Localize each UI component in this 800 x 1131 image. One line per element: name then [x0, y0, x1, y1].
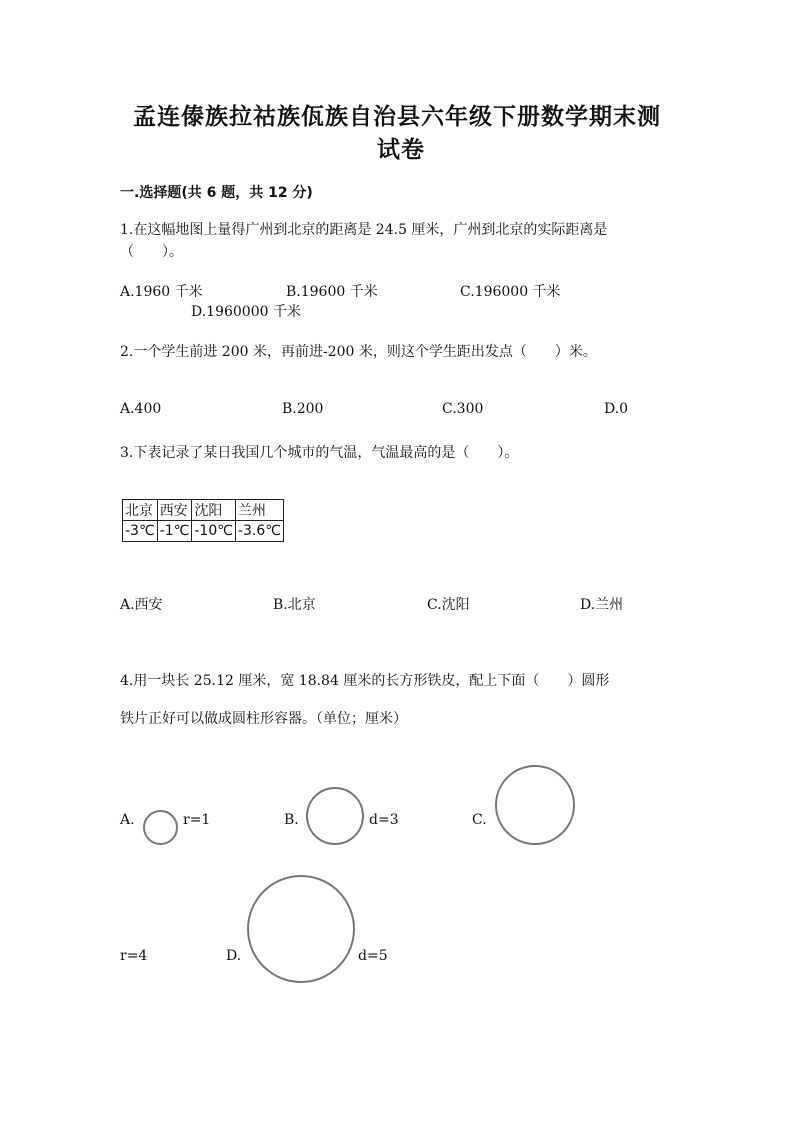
table-cell-city: 兰州 — [235, 500, 283, 521]
table-row — [123, 500, 284, 521]
question-1-text: 1.在这幅地图上量得广州到北京的距离是 24.5 厘米，广州到北京的实际距离是 — [120, 222, 608, 238]
circle-a-shape[interactable] — [143, 810, 178, 845]
q1-option-c[interactable]: C.196000 千米 — [460, 284, 561, 300]
q3-option-a[interactable]: A.西安 — [120, 597, 163, 613]
q2-option-a[interactable]: A.400 — [120, 401, 162, 417]
table-row — [123, 521, 284, 542]
table-cell-temp: -10℃ — [192, 521, 236, 542]
q4-option-d-label: d=5 — [358, 948, 388, 964]
q4-option-a-letter[interactable]: A. — [120, 812, 135, 828]
question-4-text: 4.用一块长 25.12 厘米，宽 18.84 厘米的长方形铁皮，配上下面（ ）圆形 — [120, 673, 610, 689]
q4-option-c-letter[interactable]: C. — [472, 812, 487, 828]
q1-option-a[interactable]: A.1960 千米 — [120, 284, 203, 300]
table-cell-temp: -3.6℃ — [235, 521, 283, 542]
circle-d-shape[interactable] — [247, 875, 355, 983]
q4-option-d-letter[interactable]: D. — [226, 948, 242, 964]
circle-c-shape[interactable] — [495, 765, 575, 845]
q1-option-b[interactable]: B.19600 千米 — [286, 284, 378, 300]
q2-option-c[interactable]: C.300 — [442, 401, 484, 417]
page-title-line1: 孟连傣族拉祜族佤族自治县六年级下册数学期末测 — [133, 104, 661, 130]
table-cell-city: 西安 — [157, 500, 192, 521]
table-cell-city: 沈阳 — [192, 500, 236, 521]
table-cell-temp: -1℃ — [157, 521, 192, 542]
q3-option-c[interactable]: C.沈阳 — [427, 597, 470, 613]
q4-option-a-label: r=1 — [183, 812, 211, 828]
q3-option-b[interactable]: B.北京 — [273, 597, 316, 613]
page-title-line2: 试卷 — [377, 137, 425, 163]
circle-b-shape[interactable] — [306, 787, 364, 845]
question-3-text: 3.下表记录了某日我国几个城市的气温，气温最高的是（ ）。 — [120, 445, 519, 461]
q4-option-c-label: r=4 — [120, 948, 148, 964]
question-1-text-cont: （ ）。 — [120, 244, 183, 260]
q4-option-b-letter[interactable]: B. — [284, 812, 299, 828]
question-2-text: 2.一个学生前进 200 米，再前进-200 米，则这个学生距出发点（ ）米。 — [120, 344, 597, 360]
q3-option-d[interactable]: D.兰州 — [580, 597, 624, 613]
q2-option-b[interactable]: B.200 — [282, 401, 324, 417]
table-cell-temp: -3℃ — [123, 521, 158, 542]
section-heading: 一.选择题(共 6 题，共 12 分) — [120, 185, 313, 201]
temperature-table — [122, 499, 284, 542]
q4-option-b-label: d=3 — [369, 812, 399, 828]
question-4-text-cont: 铁片正好可以做成圆柱形容器。（单位；厘米） — [120, 711, 407, 727]
table-cell-city: 北京 — [123, 500, 158, 521]
q2-option-d[interactable]: D.0 — [604, 401, 629, 417]
q1-option-d[interactable]: D.1960000 千米 — [191, 304, 301, 320]
